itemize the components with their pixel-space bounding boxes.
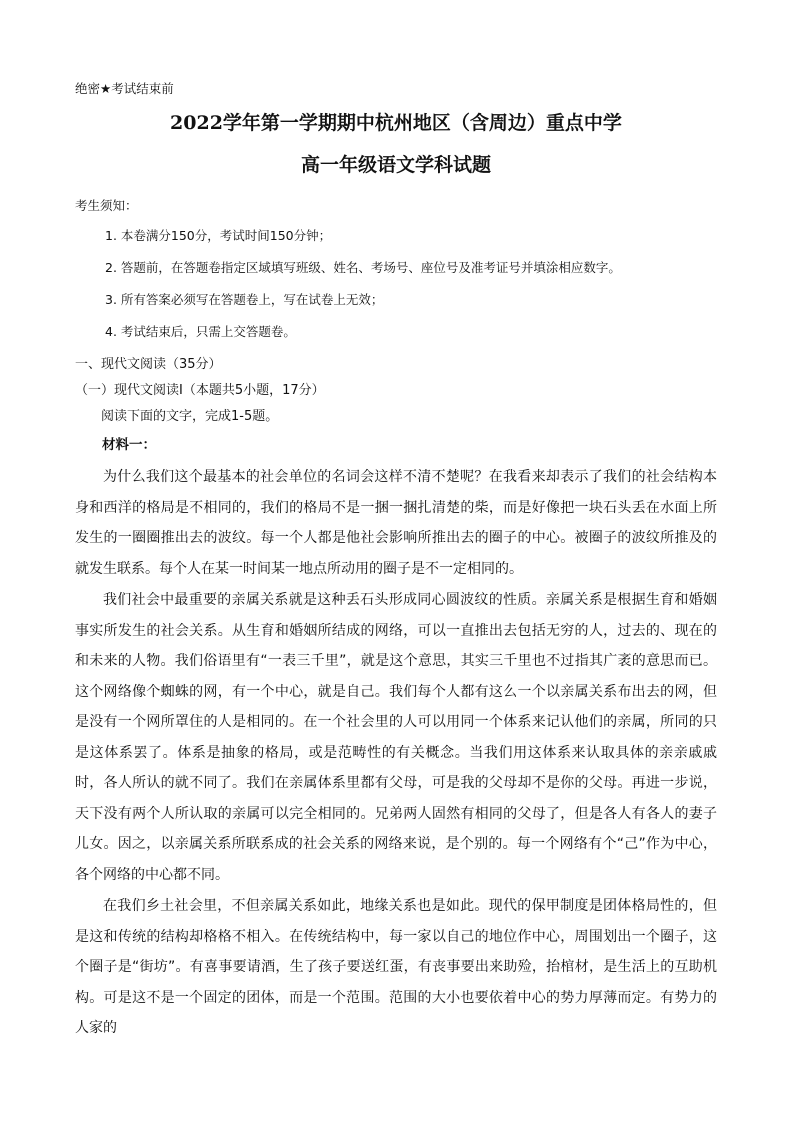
- notice-item: 3. 所有答案必须写在答题卷上，写在试卷上无效；: [105, 292, 384, 307]
- notice-item: 2. 答题前，在答题卷指定区域填写班级、姓名、考场号、座位号及准考证号并填涂相应数字。: [105, 260, 621, 275]
- reading-section: [75, 354, 717, 1044]
- exam-subtitle: 高一年级语文学科试题: [300, 154, 491, 176]
- secret-mark: 绝密★考试结束前: [75, 81, 174, 96]
- notice-item: 4. 考试结束后，只需上交答题卷。: [105, 324, 296, 339]
- subsection-title: （一）现代文阅读Ⅰ（本题共5小题，17分）: [75, 383, 325, 398]
- material-label: 材料一：: [102, 437, 156, 453]
- passage-paragraph: 在我们乡土社会里，不但亲属关系如此，地缘关系也是如此。现代的保甲制度是团体格局性的，但是这和传统的结构却格格不相入。在传统结构中，每一家以自己的地位作中心，周围划出一个圈子，这个圈子是“街坊”。有喜事要请酒，生了孩子要送红蛋，有丧事要出来助殓，抬棺材，是生活上的互助机构。可是这不是一个固定的团体，而是一个范围。范围的大小也要依着中心的势力厚薄而定。有势力的人家的: [75, 898, 717, 1036]
- candidate-notice: [75, 196, 717, 342]
- section-title: 一、现代文阅读（35分）: [75, 357, 222, 372]
- notice-heading: 考生须知：: [75, 198, 138, 213]
- instruction: 阅读下面的文字，完成1-5题。: [101, 409, 279, 424]
- passage-paragraph: 我们社会中最重要的亲属关系就是这种丢石头形成同心圆波纹的性质。亲属关系是根据生育和婚姻事实所发生的社会关系。从生育和婚姻所结成的网络，可以一直推出去包括无穷的人，过去的、现在的和未来的人物。我们俗语里有“一表三千里”，就是这个意思，其实三千里也不过指其广袤的意思而已。这个网络像个蜘蛛的网，有一个中心，就是自己。我们每个人都有这么一个以亲属关系布出去的网，但是没有一个网所罩住的人是相同的。在一个社会里的人可以用同一个体系来记认他们的亲属，所同的只是这体系罢了。体系是抽象的格局，或是范畴性的有关概念。当我们用这体系来认取具体的亲亲戚戚时，各人所认的就不同了。我们在亲属体系里都有父母，可是我的父母却不是你的父母。再进一步说，天下没有两个人所认取的亲属可以完全相同的。兄弟两人固然有相同的父母了，但是各人有各人的妻子儿女。因之，以亲属关系所联系成的社会关系的网络来说，是个别的。每一个网络有个“己”作为中心，各个网络的中心都不同。: [75, 592, 717, 883]
- notice-item: 1. 本卷满分150分，考试时间150分钟；: [105, 228, 332, 243]
- exam-title: 2022学年第一学期期中杭州地区（含周边）重点中学: [170, 112, 622, 134]
- passage-paragraph: 为什么我们这个最基本的社会单位的名词会这样不清不楚呢？在我看来却表示了我们的社会结构本身和西洋的格局是不相同的，我们的格局不是一捆一捆扎清楚的柴，而是好像把一块石头丢在水面上所发生的一圈圈推出去的波纹。每一个人都是他社会影响所推出去的圈子的中心。被圈子的波纹所推及的就发生联系。每个人在某一时间某一地点所动用的圈子是不一定相同的。: [75, 469, 717, 577]
